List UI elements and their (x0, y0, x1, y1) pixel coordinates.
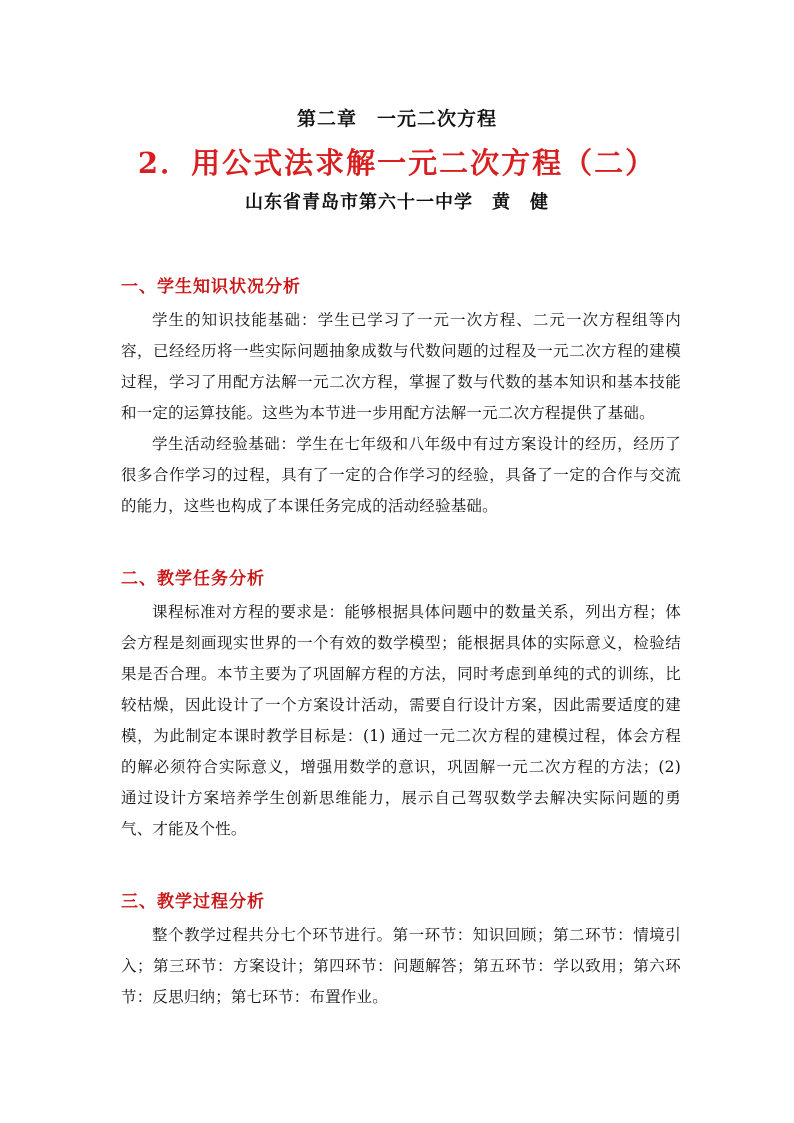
section-task-analysis (121, 564, 681, 845)
section-heading: 一、学生知识状况分析 (121, 277, 301, 297)
paragraph: 学生的知识技能基础：学生已学习了一元一次方程、二元一次方程组等内容，已经经历将一些实际问题抽象成数与代数问题的过程及一元二次方程的建模过程，学习了用配方法解一元二次方程，掌握了数与代数的基本知识和基本技能和一定的运算技能。这些为本节进一步用配方法解一元二次方程提供了基础。 (121, 311, 681, 422)
section-heading: 二、教学任务分析 (121, 569, 265, 589)
section-student-analysis (121, 272, 681, 522)
paragraph: 课程标准对方程的要求是：能够根据具体问题中的数量关系，列出方程；体会方程是刻画现实世界的一个有效的数学模型；能根据具体的实际意义，检验结果是否合理。本节主要为了巩固解方程的方法，同时考虑到单纯的式的训练，比较枯燥，因此设计了一个方案设计活动，需要自行设计方案，因此需要适度的建模，为此制定本课时教学目标是：(1) 通过一元二次方程的建模过程，体会方程的解必须符合实际意义，增强用数学的意识，巩固解一元二次方程的方法；(2) 通过设计方案培养学生创新思维能力，展示自己驾驭数学去解决实际问题的勇气、才能及个性。 (121, 603, 681, 838)
author-line: 山东省青岛市第六十一中学 黄 健 (245, 192, 549, 213)
section-heading: 三、教学过程分析 (121, 892, 265, 912)
paragraph: 整个教学过程共分七个环节进行。第一环节：知识回顾；第二环节：情境引入；第三环节：方案设计；第四环节：问题解答；第五环节：学以致用；第六环节：反思归纳；第七环节：布置作业。 (121, 926, 681, 1006)
lesson-title: 2．用公式法求解一元二次方程（二） (137, 146, 657, 180)
paragraph: 学生活动经验基础：学生在七年级和八年级中有过方案设计的经历，经历了很多合作学习的过程，具有了一定的合作学习的经验，具备了一定的合作与交流的能力，这些也构成了本课任务完成的活动经验基础。 (121, 435, 681, 515)
section-process-analysis (121, 887, 681, 1013)
chapter-heading: 第二章 一元二次方程 (296, 108, 497, 130)
